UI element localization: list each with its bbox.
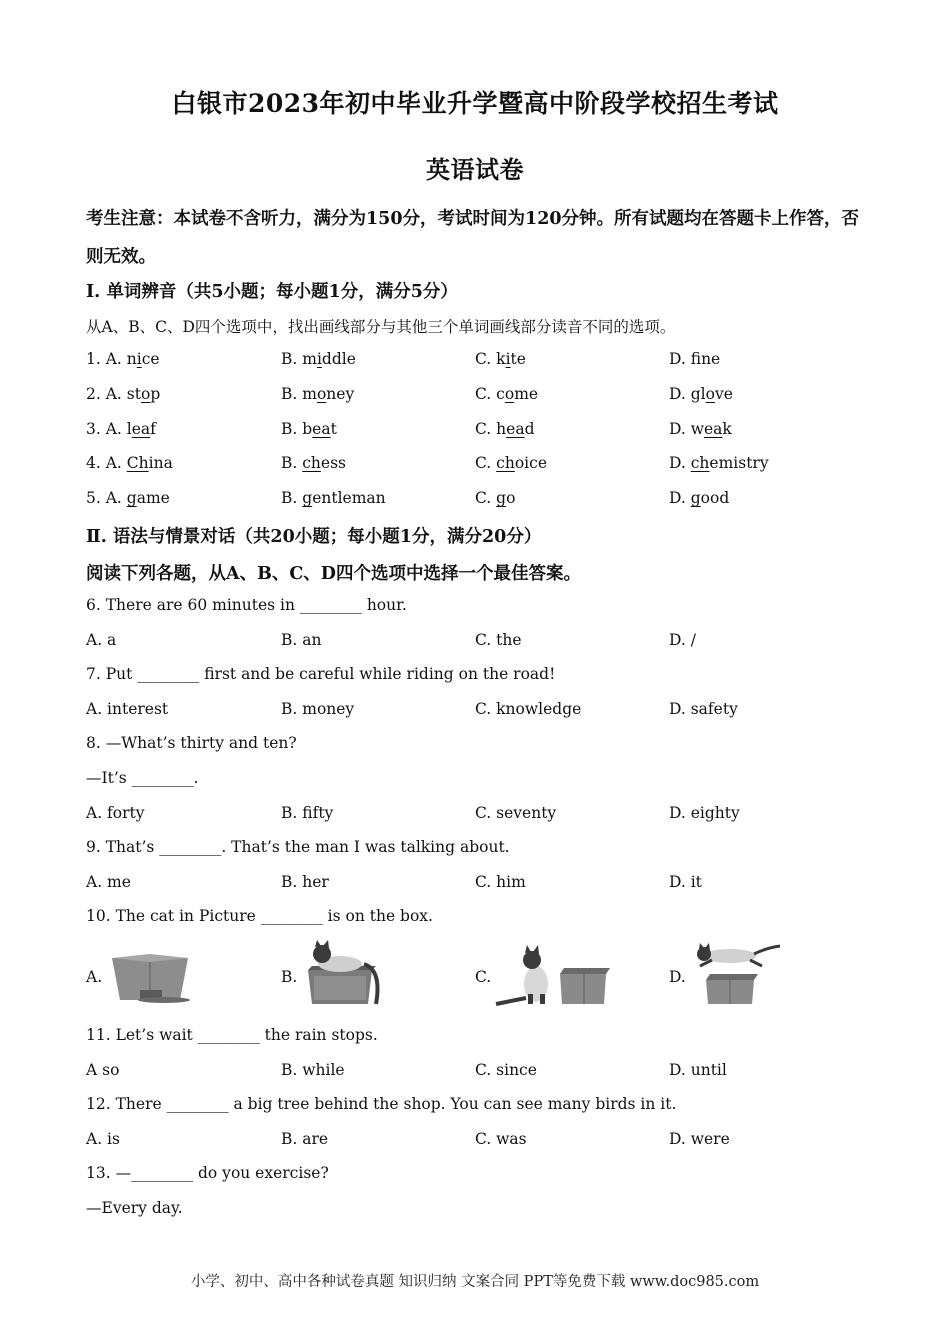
q5-option-a: 5. A. game bbox=[86, 489, 170, 507]
q13-stem: 13. —________ do you exercise? bbox=[86, 1164, 329, 1182]
exam-subject: 英语试卷 bbox=[426, 155, 524, 184]
q12-option-b: B. are bbox=[281, 1130, 329, 1148]
q10-option-d: D. bbox=[669, 968, 686, 986]
q6-option-a: A. a bbox=[86, 631, 117, 649]
q7-option-a: A. interest bbox=[86, 700, 169, 718]
q1-option-d: D. fne bbox=[669, 350, 721, 368]
q8-option-c: C. seventy bbox=[475, 804, 557, 822]
q8-option-d: D. eighty bbox=[669, 804, 740, 822]
q11-option-d: D. until bbox=[669, 1061, 727, 1079]
q1-option-c: C. kite bbox=[475, 350, 526, 368]
q2-option-d: D. glove bbox=[669, 385, 733, 403]
q6-option-d: D. / bbox=[669, 631, 696, 649]
q6-option-c: C. the bbox=[475, 631, 522, 649]
q4-option-b: B. chess bbox=[281, 454, 347, 472]
section1-heading: Ⅰ. 单词辨音（共5小题；每小题1分，满分5分） bbox=[86, 282, 458, 302]
picture-d-cat-over-box bbox=[690, 940, 782, 1006]
q3-option-a: 3. A. leaf bbox=[86, 420, 156, 438]
q1-option-a: 1. A. nice bbox=[86, 350, 160, 368]
q11-option-c: C. since bbox=[475, 1061, 537, 1079]
q9-option-d: D. it bbox=[669, 873, 702, 891]
q12-option-d: D. were bbox=[669, 1130, 730, 1148]
q12-stem: 12. There ________ a big tree behind the shop. You can see many birds in it. bbox=[86, 1095, 677, 1113]
q2-option-b: B. money bbox=[281, 385, 355, 403]
q9-option-b: B. her bbox=[281, 873, 329, 891]
q8-option-a: A. forty bbox=[86, 804, 145, 822]
q9-stem: 9. That’s ________. That’s the man I was talking about. bbox=[86, 838, 510, 856]
q5-option-d: D. good bbox=[669, 489, 730, 507]
section2-heading: Ⅱ. 语法与情景对话（共20小题；每小题1分，满分20分） bbox=[86, 527, 542, 547]
exam-title: 白银市2023年初中毕业升学暨高中阶段学校招生考试 bbox=[171, 89, 779, 118]
q6-option-b: B. an bbox=[281, 631, 322, 649]
q4-option-d: D. chemistry bbox=[669, 454, 769, 472]
q11-option-a: A so bbox=[86, 1061, 120, 1079]
q4-option-a: 4. A. China bbox=[86, 454, 173, 472]
picture-c-cat-beside-box bbox=[492, 940, 612, 1008]
q5-option-b: B. gentleman bbox=[281, 489, 386, 507]
q12-option-a: A. is bbox=[86, 1130, 120, 1148]
exam-notice: 考生注意：本试卷不含听力，满分为150分，考试时间为120分钟。所有试题均在答题卡上作答，否则无效。 bbox=[86, 209, 860, 267]
section2-instruction: 阅读下列各题，从A、B、C、D四个选项中选择一个最佳答案。 bbox=[86, 564, 581, 584]
q3-option-b: B. beat bbox=[281, 420, 337, 438]
q13-stem-answer: —Every day. bbox=[86, 1199, 183, 1217]
q7-option-d: D. safety bbox=[669, 700, 738, 718]
picture-b-cat-on-box bbox=[302, 940, 386, 1008]
q5-option-c: C. go bbox=[475, 489, 516, 507]
section1-instruction: 从A、B、C、D四个选项中，找出画线部分与其他三个单词画线部分读音不同的选项。 bbox=[86, 318, 676, 336]
q3-option-c: C. head bbox=[475, 420, 535, 438]
q10-option-c: C. bbox=[475, 968, 492, 986]
q7-stem: 7. Put ________ first and be careful while riding on the road! bbox=[86, 665, 556, 683]
q2-option-c: C. come bbox=[475, 385, 539, 403]
q6-stem: 6. There are 60 minutes in ________ hour. bbox=[86, 596, 407, 614]
q7-option-c: C. knowledge bbox=[475, 700, 582, 718]
q9-option-c: C. him bbox=[475, 873, 526, 891]
q2-option-a: 2. A. stop bbox=[86, 385, 161, 403]
q12-option-c: C. was bbox=[475, 1130, 527, 1148]
q11-stem: 11. Let’s wait ________ the rain stops. bbox=[86, 1026, 378, 1044]
q10-stem: 10. The cat in Picture ________ is on the box. bbox=[86, 907, 433, 925]
q9-option-a: A. me bbox=[86, 873, 131, 891]
q8-stem: 8. —What’s thirty and ten? bbox=[86, 734, 297, 752]
q1-option-b: B. middle bbox=[281, 350, 356, 368]
q11-option-b: B. while bbox=[281, 1061, 345, 1079]
q3-option-d: D. weak bbox=[669, 420, 732, 438]
page-footer: 小学、初中、高中各种试卷真题 知识归纳 文案合同 PPT等免费下载 www.doc985.com bbox=[190, 1274, 760, 1290]
q7-option-b: B. money bbox=[281, 700, 355, 718]
q8-stem-answer: —It’s ________. bbox=[86, 769, 199, 787]
q10-option-a: A. bbox=[86, 968, 103, 986]
q8-option-b: B. fifty bbox=[281, 804, 334, 822]
picture-a-cat-under-box bbox=[104, 940, 196, 1006]
q4-option-c: C. choice bbox=[475, 454, 547, 472]
q10-option-b: B. bbox=[281, 968, 298, 986]
